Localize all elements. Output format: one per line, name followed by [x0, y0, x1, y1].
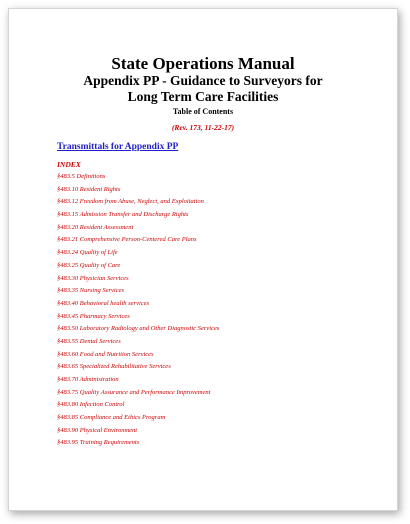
revision-note: (Rev. 173, 11-22-17)	[171, 123, 235, 132]
toc-item-nursing-services[interactable]: §483.35 Nursing Services	[57, 287, 124, 295]
toc-item-resident-assessment[interactable]: §483.20 Resident Assessment	[57, 223, 134, 231]
toc-item-food-nutrition[interactable]: §483.60 Food and Nutrition Services	[57, 350, 154, 358]
document-subtitle-line1: Appendix PP - Guidance to Surveyors for	[83, 73, 323, 88]
document-title: State Operations Manual	[111, 54, 295, 73]
toc-list	[57, 171, 219, 450]
toc-item-definitions[interactable]: §483.5 Definitions	[57, 173, 106, 180]
toc-item-physical-environment[interactable]: §483.90 Physical Environment	[57, 426, 138, 434]
toc-item-compliance-ethics[interactable]: §483.85 Compliance and Ethics Program	[57, 414, 166, 422]
toc-item-laboratory-radiology[interactable]: §483.50 Laboratory Radiology and Other Diagnostic Services	[57, 325, 220, 333]
toc-item-care-plans[interactable]: §483.21 Comprehensive Person-Centered Care Plans	[57, 236, 197, 244]
toc-item-quality-of-care[interactable]: §483.25 Quality of Care	[57, 261, 121, 269]
toc-item-infection-control[interactable]: §483.80 Infection Control	[57, 401, 125, 409]
toc-item-freedom-from-abuse[interactable]: §483.12 Freedom from Abuse, Neglect, and Exploitation	[57, 198, 204, 206]
document-subtitle-line2: Long Term Care Facilities	[127, 89, 279, 104]
toc-item-pharmacy-services[interactable]: §483.45 Pharmacy Services	[57, 312, 130, 320]
toc-item-behavioral-health[interactable]: §483.40 Behavioral health services	[57, 299, 150, 307]
toc-item-resident-rights[interactable]: §483.10 Resident Rights	[57, 185, 121, 193]
toc-item-administration[interactable]: §483.70 Administration	[57, 376, 119, 383]
toc-item-quality-assurance[interactable]: §483.75 Quality Assurance and Performance Improvement	[57, 388, 211, 396]
index-label: INDEX	[57, 160, 81, 169]
transmittals-link[interactable]: Transmittals for Appendix PP	[57, 142, 179, 152]
table-of-contents-heading: Table of Contents	[172, 107, 234, 116]
toc-item-quality-of-life[interactable]: §483.24 Quality of Life	[57, 249, 118, 257]
document-page	[8, 8, 398, 511]
toc-item-training-requirements[interactable]: §483.95 Training Requirements	[57, 439, 140, 447]
toc-item-dental-services[interactable]: §483.55 Dental Services	[57, 337, 121, 345]
toc-item-rehabilitative-services[interactable]: §483.65 Specialized Rehabilitative Services	[57, 363, 171, 371]
toc-item-admission-transfer[interactable]: §483.15 Admission Transfer and Discharge Rights	[57, 211, 189, 219]
toc-item-physician-services[interactable]: §483.30 Physician Services	[57, 274, 129, 282]
